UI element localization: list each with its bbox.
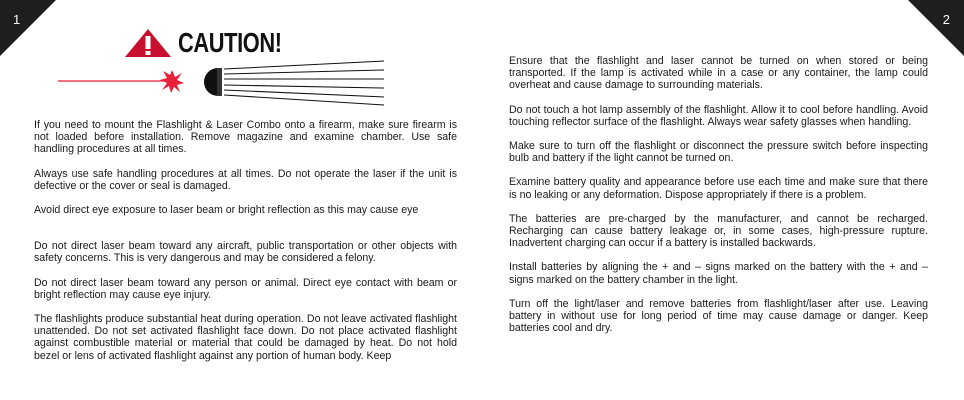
page-corner-left [0,0,56,56]
left-column [34,119,457,374]
caution-heading [124,27,311,59]
paragraph: Make sure to turn off the flashlight or disconnect the pressure switch before inspecting bulb and battery if the light cannot be turned on. [509,140,928,165]
page-number-right: 2 [942,12,950,27]
paragraph: Install batteries by aligning the + and – signs marked on the battery with the + and – signs marked on the battery chamber in the light. [509,261,928,286]
paragraph: Do not touch a hot lamp assembly of the flashlight. Allow it to cool before handling. Avoid touching reflector surface of the flashlight. Always wear safety glasses when handling. [509,103,928,128]
page-corner-right [908,0,964,56]
page-number-left: 1 [13,12,21,27]
paragraph: Do not direct laser beam toward any person or animal. Direct eye contact with beam or bright reflection may cause eye injury. [34,276,457,301]
paragraph: The flashlights produce substantial heat during operation. Do not leave activated flashlight unattended. Do not set activated flashlight face down. Do not place activated flashlight against combustible material or material that could be damaged by heat. Do not hold bezel or lens of activated flashlight against any portion of human body. Keep [34,313,457,362]
paragraph: Avoid direct eye exposure to laser beam or bright reflection as this may cause eye [34,204,419,217]
paragraph: Turn off the light/laser and remove batteries from flashlight/laser after use. Leaving battery in without use for long period of time may cause damage or danger. Keep batteries cool and dry. [509,297,928,335]
paragraph: The batteries are pre-charged by the manufacturer, and cannot be recharged. Recharging can cause battery leakage or, in some cases, high-pressure rupture. Inadvertent charging can occur if a battery is installed backwards. [509,212,928,250]
right-column [509,55,928,346]
warning-triangle-icon [124,28,172,58]
paragraph: Ensure that the flashlight and laser cannot be turned on when stored or being transported. If the lamp is activated while in a case or any container, the lamp could overheat and cause damage to surrounding materials. [509,55,928,92]
paragraph: Do not direct laser beam toward any aircraft, public transportation or other objects with safety concerns. This is very dangerous and may be considered a felony. [34,240,457,265]
flashlight-laser-icon [56,58,386,108]
paragraph: Examine battery quality and appearance before use each time and make sure that there is no leaking or any deformation. Dispose appropriately if there is a problem. [509,176,928,201]
paragraph: Always use safe handling procedures at all times. Do not operate the laser if the unit is defective or the cover or seal is damaged. [34,167,457,192]
caution-title: CAUTION! [178,27,282,58]
paragraph: If you need to mount the Flashlight & Laser Combo onto a firearm, make sure firearm is not loaded before installation. Remove magazine and examine chamber. Use safe handling procedures at all times. [34,119,457,156]
